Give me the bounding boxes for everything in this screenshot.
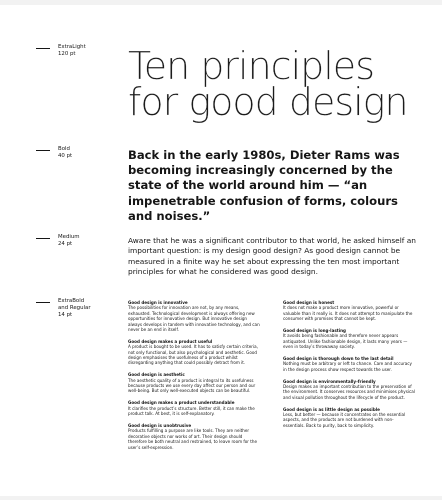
principle-heading: Good design is long-lasting	[283, 328, 346, 334]
spec-weight: ExtraLight	[58, 44, 86, 50]
principle-heading: Good design is innovative	[128, 300, 188, 305]
principle-text: Less, but better — because it concentrates on the essential aspects, and the products are not burdened with non-essentials. Back to purity, back to simplicity.	[283, 412, 406, 428]
principle-text: A product is bought to be used. It has to satisfy certain criteria, not only functional, but also psychological and aesthetic. Good design emphasises the usefulness of a product whilst disregarding anything that could possibly detract from it.	[128, 344, 258, 366]
spec-label	[58, 44, 86, 58]
principle-text: It avoids being fashionable and therefore never appears antiquated. Unlike fashionable design, it lasts many years — even in today’s throwaway society.	[283, 333, 408, 350]
principle-text: Products fulfilling a purpose are like tools. They are neither decorative objects nor works of art. Their design should therefore be both neutral and restrained, to leave room for the user’s self-expression.	[128, 428, 258, 450]
principle-item	[128, 339, 260, 366]
spec-rule	[36, 150, 50, 151]
spec-weight: ExtraBold	[58, 298, 85, 304]
principle-item	[128, 372, 260, 394]
spec-size: 40 pt	[58, 153, 73, 159]
spec-size: 24 pt	[58, 241, 73, 247]
title-line-1: Ten principles	[128, 44, 374, 88]
principle-heading: Good design is as little design as possible	[283, 406, 380, 412]
principle-text: The possibilities for innovation are not, by any means, exhausted. Technological development is always offering new opportunities for innovative design. But innovative design always develops in tandem with innovative technology, and can never be an end in itself.	[128, 305, 260, 333]
principle-heading: Good design is unobtrusive	[128, 422, 192, 428]
principle-heading: Good design is honest	[283, 300, 335, 305]
principle-item	[128, 423, 260, 450]
principle-heading: Good design is aesthetic	[128, 372, 185, 378]
principle-text: It does not make a product more innovative, powerful or valuable than it really is. It does not attempt to manipulate the consumer with promises that cannot be kept.	[283, 305, 413, 322]
intro-bold-paragraph: Back in the early 1980s, Dieter Rams was becoming increasingly concerned by the state of the world around him — “an impenetrable confusion of forms, colours and noises.”	[128, 148, 400, 223]
spec-label	[58, 234, 80, 248]
principle-item	[283, 407, 415, 429]
principle-item	[128, 400, 260, 416]
principle-text: The aesthetic quality of a product is integral to its usefulness because products we use every day affect our person and our well-being. But only well-executed objects can be beautiful.	[128, 377, 256, 394]
principle-item	[283, 328, 415, 350]
principle-heading: Good design makes a product understandable	[128, 400, 235, 406]
principle-heading: Good design is environmentally-friendly	[283, 378, 376, 384]
page-title	[128, 44, 428, 124]
principle-item	[283, 356, 415, 372]
principle-text: It clarifies the product’s structure. Better still, it can make the product talk. At best, it is self-explanatory.	[128, 405, 255, 417]
spec-weight: Medium	[58, 234, 80, 240]
spec-rule	[36, 302, 50, 303]
principles-column-left	[128, 300, 260, 456]
intro-medium-paragraph: Aware that he was a significant contributor to that world, he asked himself an important question: is my design good design? As good design cannot be measured in a finite way he set about expressing the ten most important principles for what he considered was good design.	[128, 236, 416, 277]
principle-heading: Good design makes a product useful	[128, 338, 213, 344]
principle-item	[283, 300, 415, 322]
principles-column-right	[283, 300, 415, 435]
spec-rule	[36, 48, 50, 49]
spec-label	[58, 146, 72, 160]
spec-size: 120 pt	[58, 51, 76, 57]
top-edge	[0, 0, 442, 5]
principle-heading: Good design is thorough down to the last detail	[283, 356, 394, 362]
spec-label	[58, 298, 91, 319]
title-line-2: for good design	[128, 80, 408, 124]
spec-weight: Bold	[58, 146, 70, 152]
principle-item	[283, 379, 415, 401]
principle-text: Nothing must be arbitrary or left to chance. Care and accuracy in the design process show respect towards the user.	[283, 361, 412, 372]
bottom-edge	[0, 496, 442, 500]
spec-size: 14 pt	[58, 312, 73, 318]
principle-text: Design makes an important contribution to the preservation of the environment. It conserves resources and minimises physical and visual pollution throughout the lifecycle of the product.	[283, 384, 415, 400]
spec-rule	[36, 238, 50, 239]
principle-item	[128, 300, 260, 332]
spec-weight-secondary: and Regular	[58, 305, 91, 311]
